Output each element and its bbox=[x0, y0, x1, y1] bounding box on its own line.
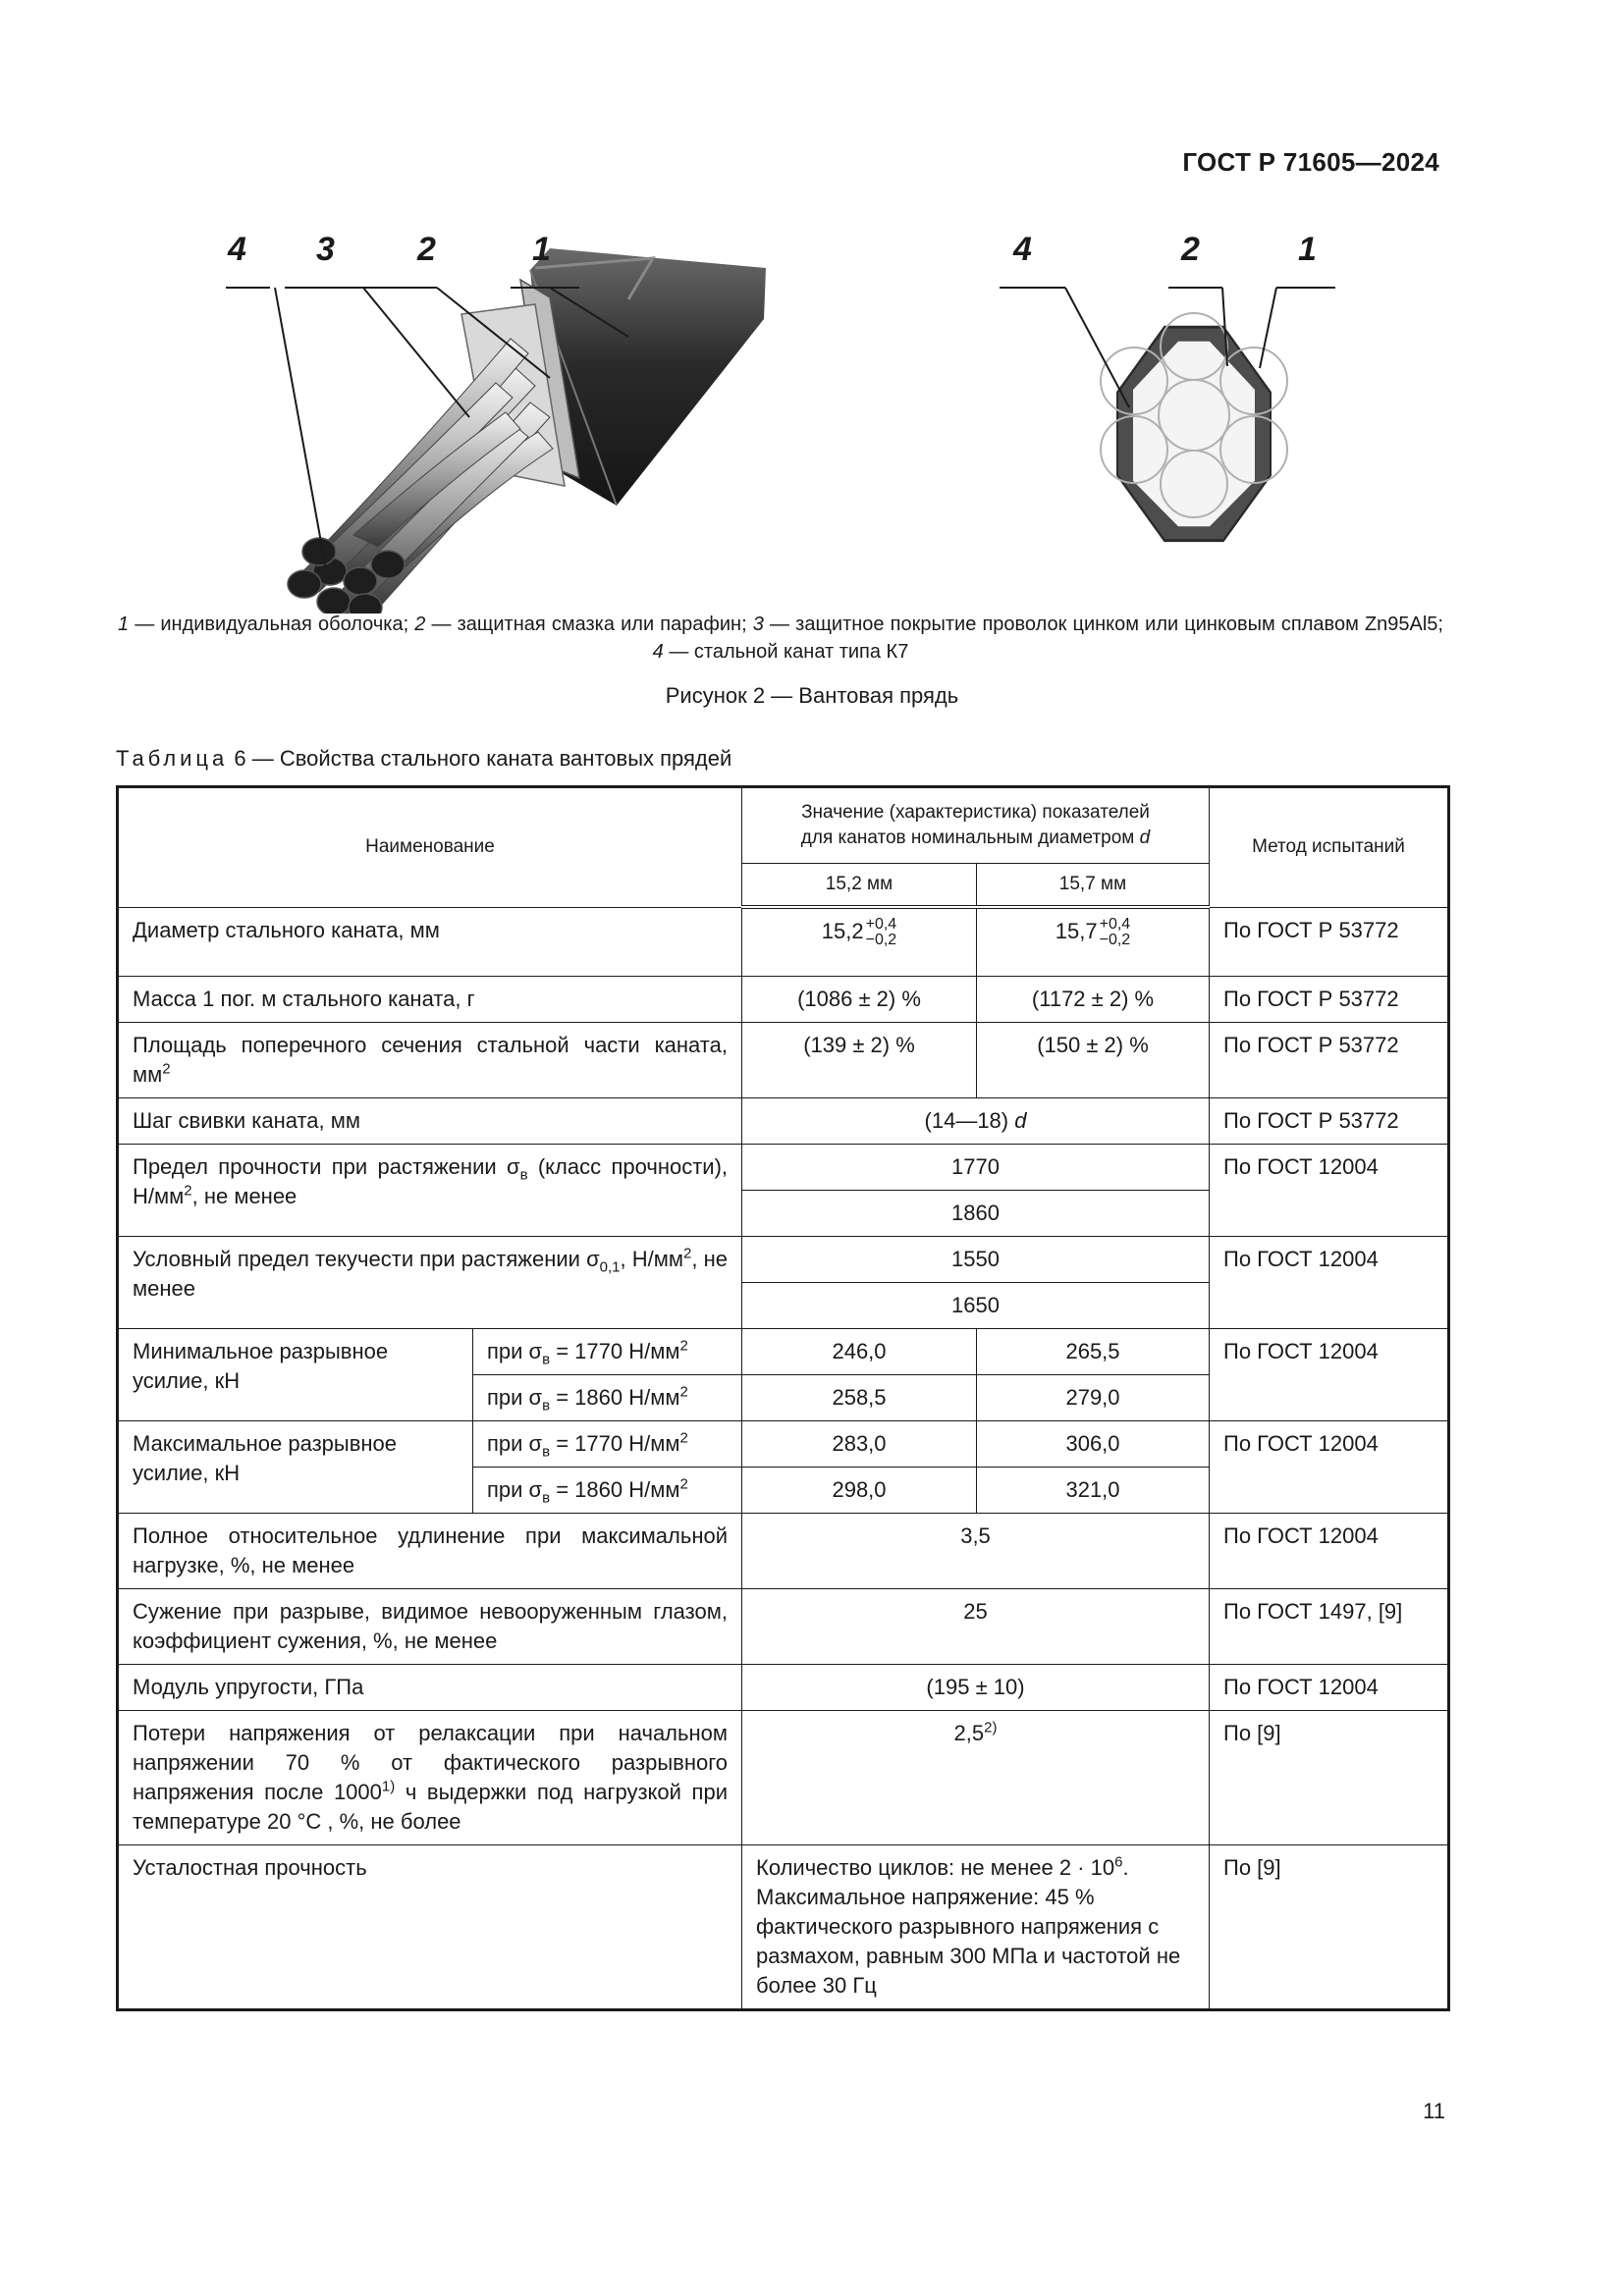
table-row bbox=[118, 1664, 1449, 1710]
table-title-prefix: Таблица bbox=[116, 746, 229, 771]
strand-cross-section bbox=[1000, 288, 1335, 541]
row-name: Масса 1 пог. м стального каната, г bbox=[118, 976, 742, 1022]
row-name: Условный предел текучести при растяжении $\sigma_{0,1}$, $Н/мм^2$, не менее bbox=[118, 1236, 742, 1328]
callout-left-2: 2 bbox=[417, 231, 436, 268]
properties-table bbox=[116, 785, 1450, 2011]
table-row bbox=[118, 1513, 1449, 1588]
table-title-text: 6 — Свойства стального каната вантовых прядей bbox=[228, 746, 732, 771]
table-row bbox=[118, 1420, 1449, 1467]
header-values: Значение (характеристика) показателей для канатов номинальным диаметром d bbox=[742, 787, 1210, 864]
row-name: Предел прочности при растяжении $\sigma_в$ (класс прочности), $Н/мм^2$, не менее bbox=[118, 1144, 742, 1236]
document-code: ГОСТ Р 71605—2024 bbox=[1182, 147, 1439, 177]
cell-method: По ГОСТ 12004 bbox=[1210, 1328, 1449, 1420]
figure-legend: 1 — индивидуальная оболочка; 2 — защитная смазка или парафин; 3 — защитное покрытие проволок цинком или цинковым сплавом Zn95Al5; 4 — стальной канат типа К7 bbox=[118, 614, 1443, 663]
cell-value: 1650 bbox=[742, 1282, 1210, 1328]
row-name: Потери напряжения от релаксации при начальном напряжении 70 % от фактического разрывного напряжения после 1000$^{1)}$ ч выдержки под нагрузкой при температуре 20 °С , %, не более bbox=[118, 1710, 742, 1844]
table-row bbox=[118, 907, 1449, 976]
cell-value: 1550 bbox=[742, 1236, 1210, 1282]
cell-value: 298,0 bbox=[742, 1467, 977, 1513]
cell-method: По ГОСТ 12004 bbox=[1210, 1144, 1449, 1236]
cell-method: По ГОСТ 1497, [9] bbox=[1210, 1588, 1449, 1664]
cell-value: (195 ± 10) bbox=[742, 1664, 1210, 1710]
strand-3d-drawing bbox=[226, 248, 766, 614]
row-name: Минимальное разрывное усилие, кН bbox=[118, 1328, 473, 1420]
callout-right-4: 4 bbox=[1013, 231, 1032, 268]
cell-method: По ГОСТ 12004 bbox=[1210, 1420, 1449, 1513]
cell-method: По [9] bbox=[1210, 1844, 1449, 2009]
callout-right-2: 2 bbox=[1181, 231, 1200, 268]
row-name: Модуль упругости, ГПа bbox=[118, 1664, 742, 1710]
table-row bbox=[118, 1844, 1449, 2009]
table-row bbox=[118, 1097, 1449, 1144]
row-name: Шаг свивки каната, мм bbox=[118, 1097, 742, 1144]
cell-value: 2,5$^{2)}$ bbox=[742, 1710, 1210, 1844]
cell-value: 246,0 bbox=[742, 1328, 977, 1374]
cell-value: 3,5 bbox=[742, 1513, 1210, 1588]
cell-value: 15,7 +0,4 −0,2 bbox=[977, 907, 1210, 976]
cell-value: 1860 bbox=[742, 1190, 1210, 1236]
header-d1: 15,2 мм bbox=[742, 864, 977, 908]
callout-left-1: 1 bbox=[532, 231, 551, 268]
cell-value: 283,0 bbox=[742, 1420, 977, 1467]
cell-value: (139 ± 2) % bbox=[742, 1022, 977, 1097]
row-name: Сужение при разрыве, видимое невооруженным глазом, коэффициент сужения, %, не менее bbox=[118, 1588, 742, 1664]
header-method: Метод испытаний bbox=[1210, 787, 1449, 908]
callout-labels-right bbox=[1012, 231, 1317, 268]
cell-value: (1172 ± 2) % bbox=[977, 976, 1210, 1022]
callout-left-4: 4 bbox=[228, 231, 246, 268]
cell-method: По ГОСТ Р 53772 bbox=[1210, 976, 1449, 1022]
cell-value: 321,0 bbox=[977, 1467, 1210, 1513]
table-row bbox=[118, 1022, 1449, 1097]
row-name: Полное относительное удлинение при максимальной нагрузке, %, не менее bbox=[118, 1513, 742, 1588]
cell-method: По ГОСТ 12004 bbox=[1210, 1236, 1449, 1328]
header-name: Наименование bbox=[118, 787, 742, 908]
cell-method: По ГОСТ Р 53772 bbox=[1210, 1097, 1449, 1144]
table-row bbox=[118, 1144, 1449, 1190]
row-condition: при $\sigma_в = 1860$ $Н/мм^2$ bbox=[473, 1467, 742, 1513]
cell-value: 1770 bbox=[742, 1144, 1210, 1190]
page-number: 11 bbox=[1423, 2099, 1445, 2123]
cell-method: По ГОСТ Р 53772 bbox=[1210, 1022, 1449, 1097]
cell-value: 265,5 bbox=[977, 1328, 1210, 1374]
row-name: Площадь поперечного сечения стальной части каната, $мм^2$ bbox=[118, 1022, 742, 1097]
cell-value: (1086 ± 2) % bbox=[742, 976, 977, 1022]
figure-caption: Рисунок 2 — Вантовая прядь bbox=[665, 683, 959, 708]
cell-value: (14—18) d bbox=[742, 1097, 1210, 1144]
header-d2: 15,7 мм bbox=[977, 864, 1210, 908]
cell-method: По ГОСТ 12004 bbox=[1210, 1664, 1449, 1710]
cell-value: 25 bbox=[742, 1588, 1210, 1664]
table-row bbox=[118, 976, 1449, 1022]
table-row bbox=[118, 1236, 1449, 1282]
cell-value: 306,0 bbox=[977, 1420, 1210, 1467]
table-title bbox=[116, 746, 731, 772]
table-row bbox=[118, 1328, 1449, 1374]
callout-right-1: 1 bbox=[1298, 231, 1317, 268]
cell-method: По [9] bbox=[1210, 1710, 1449, 1844]
figure-2 bbox=[0, 221, 1624, 614]
cell-value: (150 ± 2) % bbox=[977, 1022, 1210, 1097]
row-condition: при $\sigma_в = 1770$ $Н/мм^2$ bbox=[473, 1328, 742, 1374]
cell-value: 279,0 bbox=[977, 1374, 1210, 1420]
strand-illustration bbox=[0, 221, 1624, 614]
cell-method: По ГОСТ Р 53772 bbox=[1210, 907, 1449, 976]
row-name: Диаметр стального каната, мм bbox=[118, 907, 742, 976]
row-condition: при $\sigma_в = 1860$ $Н/мм^2$ bbox=[473, 1374, 742, 1420]
row-condition: при $\sigma_в = 1770$ $Н/мм^2$ bbox=[473, 1420, 742, 1467]
cell-value: 258,5 bbox=[742, 1374, 977, 1420]
table-row bbox=[118, 1710, 1449, 1844]
cell-value: Количество циклов: не менее $2 \cdot 10^6$. Максимальное напряжение: 45 % фактического разрывного напряжения с размахом, равным 300 МПа и частотой не более 30 Гц bbox=[742, 1844, 1210, 2009]
row-name: Максимальное разрывное усилие, кН bbox=[118, 1420, 473, 1513]
row-name: Усталостная прочность bbox=[118, 1844, 742, 2009]
callout-left-3: 3 bbox=[316, 231, 335, 268]
cell-value: 15,2 +0,4 −0,2 bbox=[742, 907, 977, 976]
callout-labels-left bbox=[227, 231, 551, 268]
cell-method: По ГОСТ 12004 bbox=[1210, 1513, 1449, 1588]
table-row bbox=[118, 1588, 1449, 1664]
